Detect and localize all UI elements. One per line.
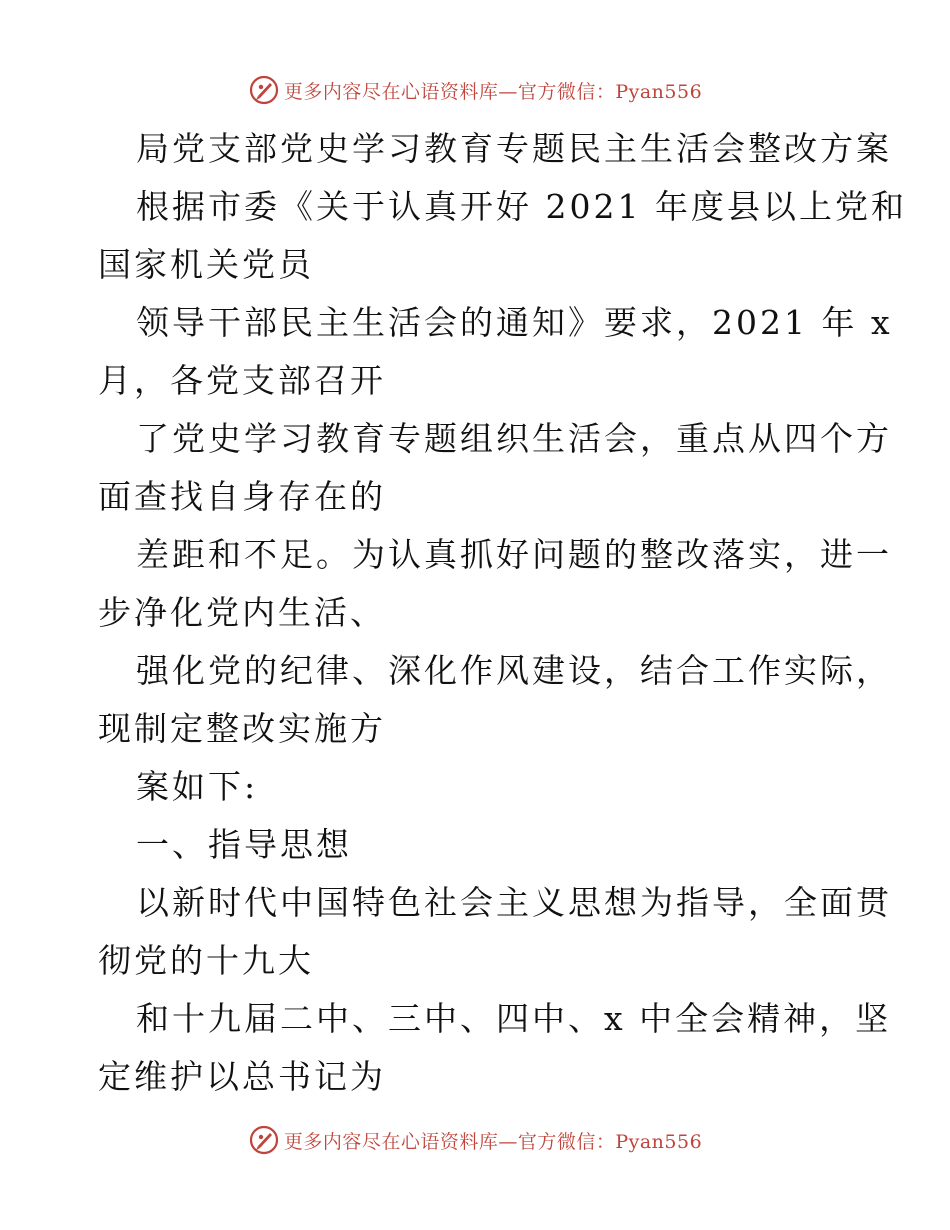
text-line: 强化党的纪律、深化作风建设，结合工作实际， [136,651,892,690]
section-heading: 一、指导思想 [136,825,352,864]
text-line: 和十九届二中、三中、四中、x 中全会精神，坚 [136,999,892,1038]
text-line: 彻党的十九大 [98,941,314,980]
logo-icon [248,74,280,106]
text-line: 领导干部民主生活会的通知》要求，2021 年 x [136,303,893,342]
footer-banner-text: 更多内容尽在心语资料库—官方微信：Pyan556 [283,1130,703,1153]
text-line: 月，各党支部召开 [98,361,386,400]
logo-icon [248,1124,280,1156]
text-line: 以新时代中国特色社会主义思想为指导，全面贯 [136,883,892,922]
text-line: 现制定整改实施方 [98,709,386,748]
text-line: 面查找自身存在的 [98,477,386,516]
footer-banner [0,1120,950,1160]
text-line: 国家机关党员 [98,245,314,284]
header-banner-text: 更多内容尽在心语资料库—官方微信：Pyan556 [283,80,703,103]
text-line: 案如下: [136,767,259,806]
document-body [98,120,907,1106]
text-line: 差距和不足。为认真抓好问题的整改落实，进一 [136,535,892,574]
text-line: 根据市委《关于认真开好 2021 年度县以上党和 [136,187,907,226]
text-line: 定维护以总书记为 [98,1057,386,1096]
document-title: 局党支部党史学习教育专题民主生活会整改方案 [136,129,892,168]
header-banner [0,70,950,110]
text-line: 了党史学习教育专题组织生活会，重点从四个方 [136,419,892,458]
text-line: 步净化党内生活、 [98,593,386,632]
